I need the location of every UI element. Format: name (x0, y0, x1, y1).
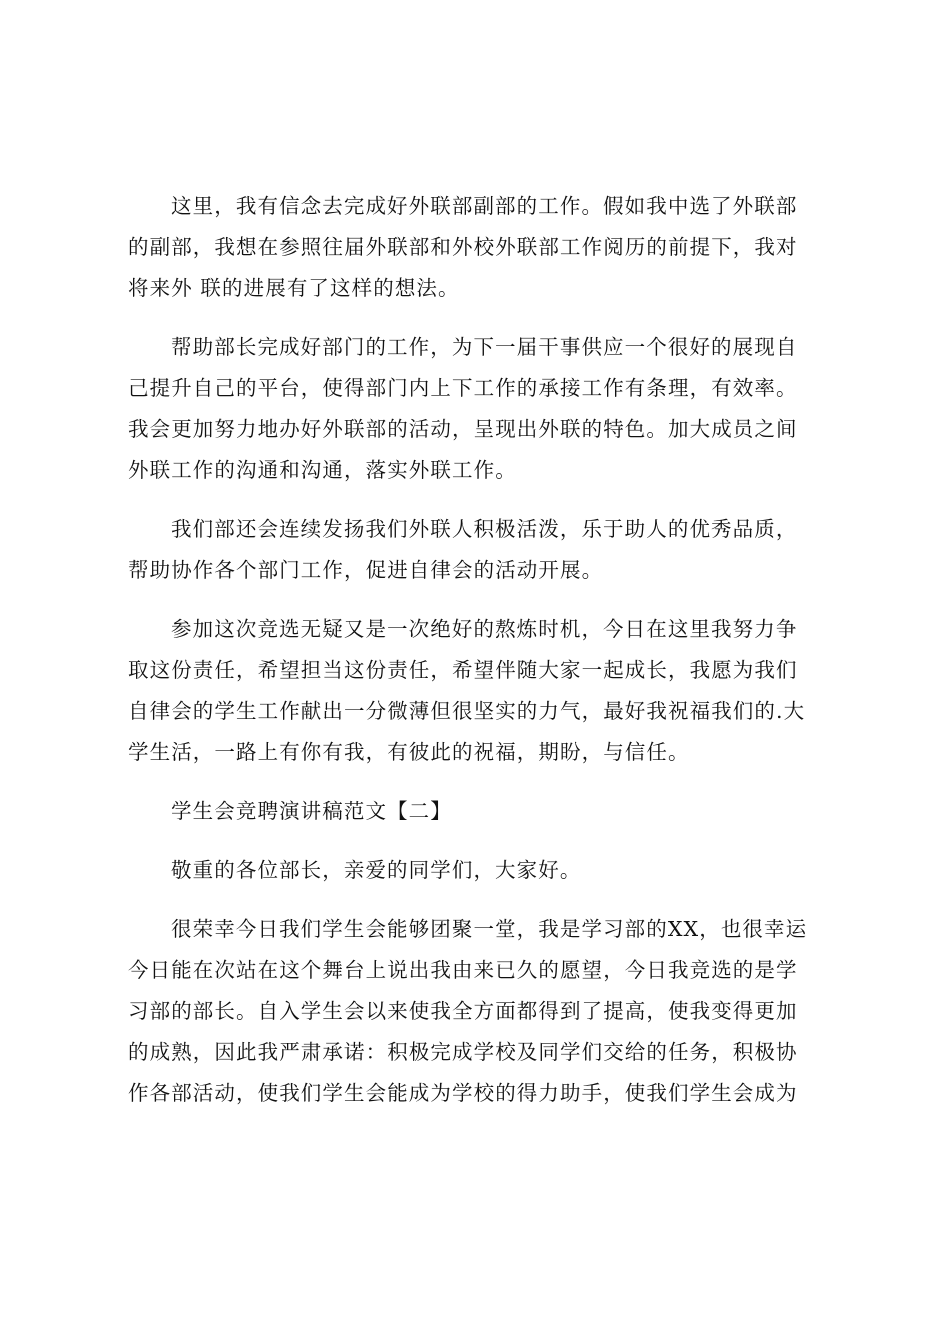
paragraph-plan (128, 327, 832, 491)
text-line: 这里，我有信念去完成好外联部副部的工作。假如我中选了外联部 (171, 194, 798, 218)
text-line: 外联工作的沟通和沟通，落实外联工作。 (128, 458, 517, 482)
text-line: 自律会的学生工作献出一分微薄但很坚实的力气，最好我祝福我们的.大 (128, 699, 806, 723)
paragraph-confidence (128, 186, 832, 309)
paragraph-department (128, 509, 832, 591)
text-line: 很荣幸今日我们学生会能够团聚一堂，我是学习部的XX，也很幸运 (171, 917, 808, 941)
text-line: 将来外 联的进展有了这样的想法。 (128, 276, 460, 300)
section-heading: 学生会竞聘演讲稿范文【二】 (171, 799, 452, 823)
text-line: 作各部活动，使我们学生会能成为学校的得力助手，使我们学生会成为 (128, 1081, 798, 1105)
text-line: 我们部还会连续发扬我们外联人积极活泼，乐于助人的优秀品质， (171, 517, 798, 541)
greeting-line: 敬重的各位部长，亲爱的同学们，大家好。 (171, 858, 582, 882)
text-line: 的成熟，因此我严肃承诺：积极完成学校及同学们交给的任务，积极协 (128, 1040, 798, 1064)
text-line: 我会更加努力地办好外联部的活动，呈现出外联的特色。加大成员之间 (128, 417, 798, 441)
text-line: 取这份责任，希望担当这份责任，希望伴随大家一起成长，我愿为我们 (128, 658, 798, 682)
text-line: 参加这次竞选无疑又是一次绝好的熬炼时机，今日在这里我努力争 (171, 617, 798, 641)
text-line: 的副部，我想在参照往届外联部和外校外联部工作阅历的前提下，我对 (128, 235, 798, 259)
text-line: 帮助部长完成好部门的工作，为下一届干事供应一个很好的展现自 (171, 335, 798, 359)
text-line: 习部的部长。自入学生会以来使我全方面都得到了提高，使我变得更加 (128, 999, 798, 1023)
document-body (128, 186, 832, 1132)
text-line: 今日能在次站在这个舞台上说出我由来已久的愿望，今日我竞选的是学 (128, 958, 798, 982)
paragraph-introduction (128, 909, 832, 1114)
text-line: 帮助协作各个部门工作，促进自律会的活动开展。 (128, 558, 604, 582)
text-line: 学生活，一路上有你有我，有彼此的祝福，期盼，与信任。 (128, 740, 690, 764)
paragraph-conclusion (128, 609, 832, 773)
text-line: 己提升自己的平台，使得部门内上下工作的承接工作有条理，有效率。 (128, 376, 798, 400)
